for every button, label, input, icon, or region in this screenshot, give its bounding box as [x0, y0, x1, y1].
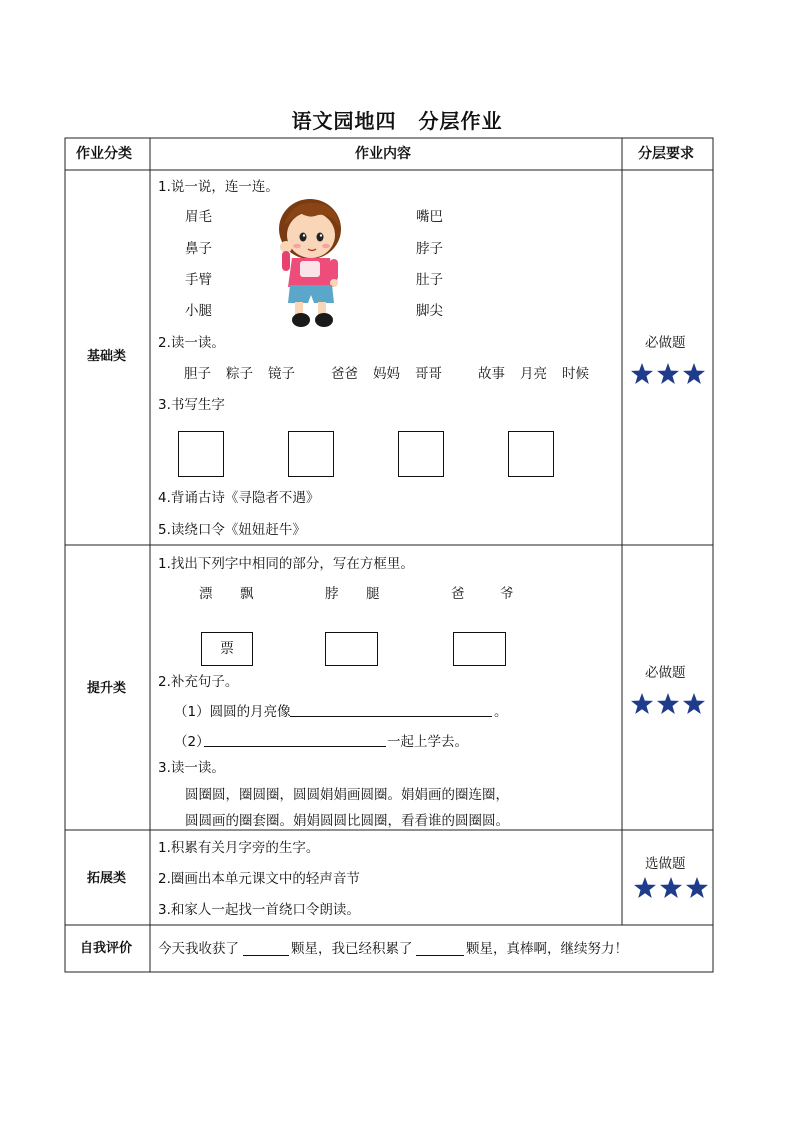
adv-q1-label: 1.找出下列字中相同的部分，写在方框里。 — [158, 556, 414, 572]
sentence-2-suffix: 一起上学去。 — [387, 734, 468, 750]
star-icon — [660, 877, 682, 898]
star-rating-extension — [633, 876, 709, 900]
level-extension: 选做题 — [645, 856, 686, 872]
star-icon — [686, 877, 708, 898]
category-basic: 基础类 — [87, 349, 127, 364]
category-self-eval: 自我评价 — [80, 941, 133, 956]
char: 腿 — [366, 586, 380, 602]
header-category: 作业分类 — [76, 146, 132, 162]
body-part-left: 眉毛 — [185, 209, 212, 225]
basic-q1-label: 1.说一说，连一连。 — [158, 179, 279, 195]
header-level: 分层要求 — [638, 146, 694, 162]
basic-q4-label: 4.背诵古诗《寻隐者不遇》 — [158, 490, 320, 506]
writing-box[interactable] — [398, 431, 444, 477]
level-advanced: 必做题 — [645, 665, 686, 681]
body-part-right: 嘴巴 — [416, 209, 443, 225]
word: 镜子 — [268, 366, 295, 382]
char: 脖 — [325, 586, 339, 602]
blank-line[interactable] — [204, 746, 386, 747]
word: 哥哥 — [415, 366, 442, 382]
body-part-right: 脖子 — [416, 241, 443, 257]
sentence-1-end: 。 — [494, 704, 508, 720]
girl-illustration — [270, 195, 350, 330]
writing-box[interactable] — [288, 431, 334, 477]
ext-item: 1.积累有关月字旁的生字。 — [158, 840, 320, 856]
adv-q2-label: 2.补充句子。 — [158, 674, 239, 690]
header-content: 作业内容 — [355, 146, 411, 162]
basic-q5-label: 5.读绕口令《妞妞赶牛》 — [158, 522, 306, 538]
body-part-left: 小腿 — [185, 303, 212, 319]
category-advanced: 提升类 — [87, 681, 127, 696]
word: 粽子 — [226, 366, 253, 382]
self-eval-part-1: 今天我收获了 — [158, 941, 239, 957]
basic-q2-label: 2.读一读。 — [158, 335, 225, 351]
char: 漂 — [199, 586, 213, 602]
title-part-2: 分层作业 — [418, 109, 503, 133]
body-part-right: 脚尖 — [416, 303, 443, 319]
self-eval-part-3: 颗星，真棒啊，继续努力！ — [466, 941, 628, 957]
char: 飘 — [240, 586, 254, 602]
star-icon — [631, 693, 653, 714]
body-part-left: 鼻子 — [185, 241, 212, 257]
category-extension: 拓展类 — [87, 871, 127, 886]
word: 时候 — [562, 366, 589, 382]
star-icon — [683, 363, 705, 384]
level-basic: 必做题 — [645, 335, 686, 351]
sentence-2-prefix: （2） — [174, 734, 210, 750]
body-part-left: 手臂 — [185, 272, 212, 288]
ext-item: 2.圈画出本单元课文中的轻声音节 — [158, 871, 360, 887]
word: 胆子 — [184, 366, 211, 382]
basic-q3-label: 3.书写生字 — [158, 397, 225, 413]
self-eval-part-2: 颗星，我已经积累了 — [291, 941, 413, 957]
ext-item: 3.和家人一起找一首绕口令朗读。 — [158, 902, 360, 918]
word: 月亮 — [520, 366, 547, 382]
blank-line[interactable] — [290, 716, 492, 717]
answer-box-example[interactable]: 票 — [201, 632, 253, 666]
star-icon — [657, 693, 679, 714]
blank-line[interactable] — [243, 955, 289, 956]
star-icon — [657, 363, 679, 384]
star-rating-basic — [630, 362, 706, 386]
body-part-right: 肚子 — [416, 272, 443, 288]
writing-box[interactable] — [178, 431, 224, 477]
star-icon — [683, 693, 705, 714]
char: 爸 — [451, 586, 465, 602]
blank-line[interactable] — [416, 955, 464, 956]
tongue-twister-line: 圆圈圆，圈圆圈，圆圆娟娟画圆圈。娟娟画的圈连圈， — [185, 787, 509, 803]
sentence-1-prefix: （1）圆圆的月亮像 — [174, 704, 291, 720]
star-icon — [631, 363, 653, 384]
star-icon — [634, 877, 656, 898]
answer-box[interactable] — [325, 632, 378, 666]
title-part-1: 语文园地四 — [291, 109, 397, 133]
writing-box[interactable] — [508, 431, 554, 477]
answer-box[interactable] — [453, 632, 506, 666]
word: 妈妈 — [373, 366, 400, 382]
adv-q3-label: 3.读一读。 — [158, 760, 225, 776]
tongue-twister-line: 圆圆画的圈套圈。娟娟圆圆比圆圈，看看谁的圆圈圆。 — [185, 813, 509, 829]
word: 爸爸 — [331, 366, 358, 382]
word: 故事 — [478, 366, 505, 382]
star-rating-advanced — [630, 692, 706, 716]
char: 爷 — [500, 586, 514, 602]
